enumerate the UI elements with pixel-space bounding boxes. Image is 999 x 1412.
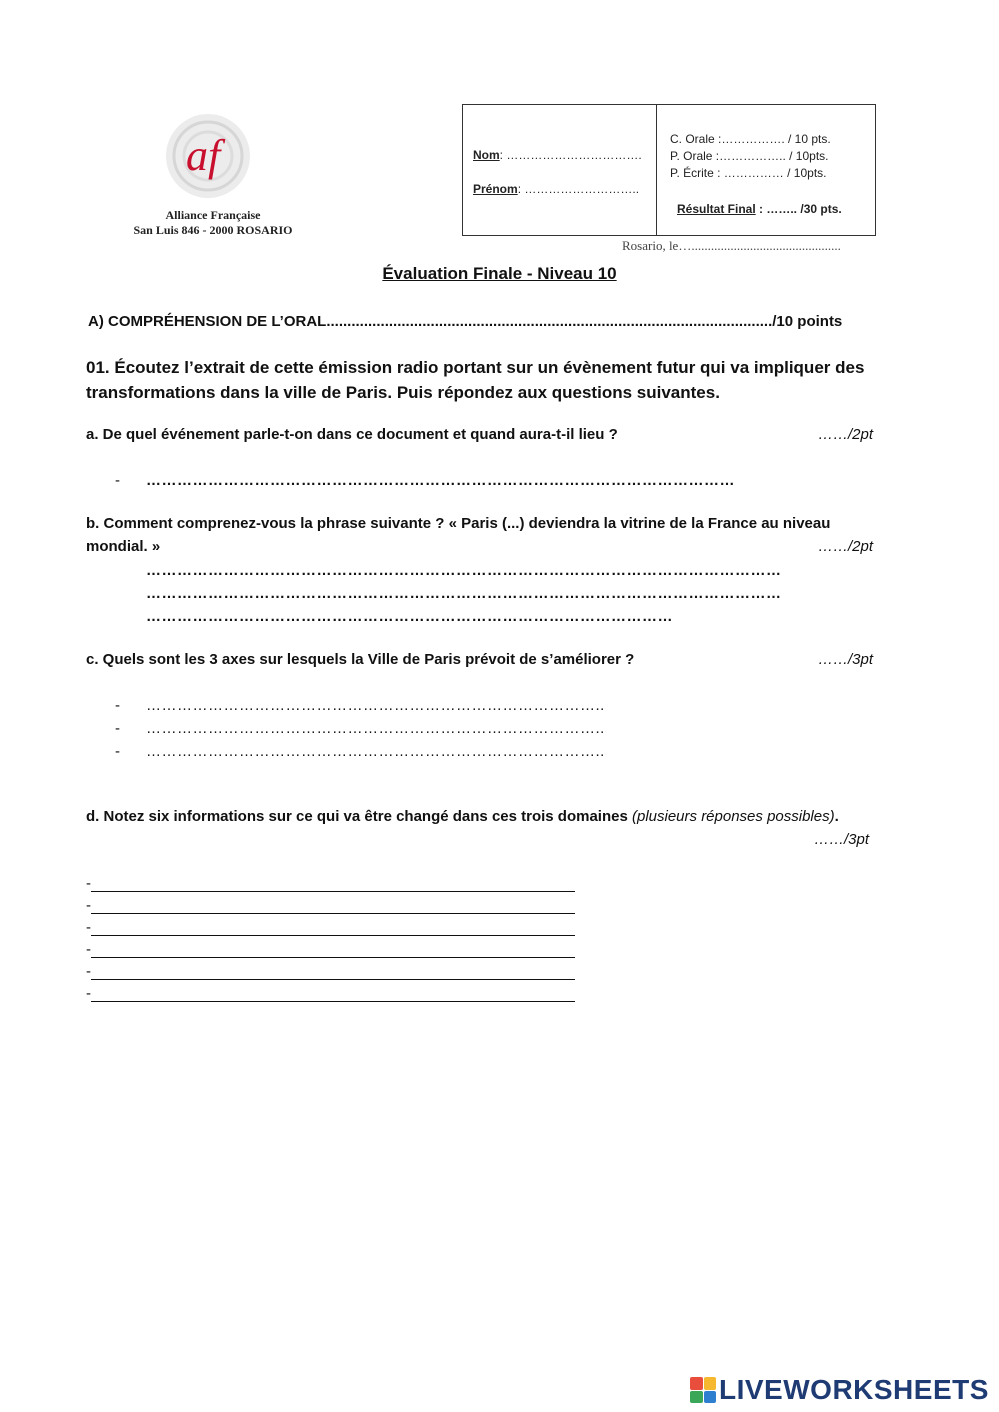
prenom-value: : ……………………….. [517, 182, 640, 196]
question-a: a. De quel événement parle-t-on dans ce document et quand aura-t-il lieu ? [86, 426, 618, 443]
question-d-points: ……/3pt [814, 831, 870, 848]
student-info-box [462, 104, 876, 236]
section-heading: A) COMPRÉHENSION DE L’ORAL.........................................................................................................../10 points [88, 313, 843, 330]
answer-d-line-3[interactable] [86, 919, 575, 936]
answer-d-line-1[interactable] [86, 875, 575, 892]
answer-c-line-3[interactable]: …………………………………………………………………………….. [146, 743, 605, 760]
prenom-label: Prénom [473, 182, 518, 196]
answer-b-line-1[interactable]: …………………………………………………………………………………………………………… [146, 562, 782, 579]
resultat-value: : …….. /30 pts. [755, 202, 842, 216]
answer-c-dash-3: - [115, 743, 120, 760]
answer-c-dash-2: - [115, 720, 120, 737]
rosario-date-line: Rosario, le….............................................. [622, 238, 841, 253]
question-d-italic: (plusieurs réponses possibles) [632, 808, 835, 825]
liveworksheets-wordmark: LIVEWORKSHEETS [719, 1374, 989, 1405]
answer-c-dash-1: - [115, 697, 120, 714]
question-b-line1: b. Comment comprenez-vous la phrase suivante ? « Paris (...) deviendra la vitrine de la France au niveau [86, 515, 831, 532]
answer-c-line-2[interactable]: …………………………………………………………………………….. [146, 720, 605, 737]
question-c-points: ……/3pt [818, 651, 874, 668]
instruction-01: 01. Écoutez l’extrait de cette émission radio portant sur un évènement futur qui va impliquer des transformations dans la ville de Paris. Puis répondez aux questions suivantes. [86, 358, 865, 402]
c-orale-score: C. Orale :……………. / 10 pts. [670, 132, 831, 146]
answer-d-dash-4: - [86, 941, 91, 958]
question-b-points: ……/2pt [818, 538, 874, 555]
answer-a-line[interactable]: …………………………………………………………………………………………………… [146, 472, 735, 489]
answer-d-dash-1: - [86, 875, 91, 892]
nom-label: Nom [473, 148, 500, 162]
logo-monogram: af [186, 131, 221, 180]
nom-field[interactable] [473, 148, 642, 162]
alliance-francaise-logo [118, 110, 308, 240]
question-c: c. Quels sont les 3 axes sur lesquels la Ville de Paris prévoit de s’améliorer ? [86, 651, 635, 668]
liveworksheets-logo-icon [690, 1377, 716, 1403]
question-d [86, 808, 839, 825]
question-d-text: d. Notez six informations sur ce qui va être changé dans ces trois domaines [86, 808, 632, 825]
nom-value: : ……………………………. [499, 148, 642, 162]
answer-d-dash-5: - [86, 963, 91, 980]
resultat-label: Résultat Final [677, 202, 756, 216]
question-d-end: . [834, 808, 839, 825]
logo-name: Alliance Française [165, 208, 261, 222]
box-divider [656, 105, 657, 235]
answer-d-line-5[interactable] [86, 963, 575, 980]
answer-d-dash-2: - [86, 897, 91, 914]
answer-d-dash-3: - [86, 919, 91, 936]
question-b-line2: mondial. » [86, 538, 161, 555]
page-title: Évaluation Finale - Niveau 10 [382, 264, 617, 283]
p-ecrite-score: P. Écrite : …………… / 10pts. [670, 166, 827, 180]
answer-d-line-2[interactable] [86, 897, 575, 914]
answer-a-dash: - [115, 472, 120, 489]
answer-b-line-2[interactable]: …………………………………………………………………………………………………………… [146, 585, 782, 602]
question-a-points: ……/2pt [818, 426, 874, 443]
prenom-field[interactable] [473, 182, 639, 196]
af-emblem-icon [156, 110, 266, 205]
answer-d-line-6[interactable] [86, 985, 575, 1002]
answer-d-dash-6: - [86, 985, 91, 1002]
p-orale-score: P. Orale :…………….. / 10pts. [670, 149, 829, 163]
answer-b-line-3[interactable]: ………………………………………………………………………………………… [146, 608, 673, 625]
answer-c-line-1[interactable]: …………………………………………………………………………….. [146, 697, 605, 714]
answer-d-line-4[interactable] [86, 941, 575, 958]
logo-address: San Luis 846 - 2000 ROSARIO [133, 223, 293, 237]
liveworksheets-brand [690, 1374, 989, 1406]
resultat-final [677, 202, 842, 216]
